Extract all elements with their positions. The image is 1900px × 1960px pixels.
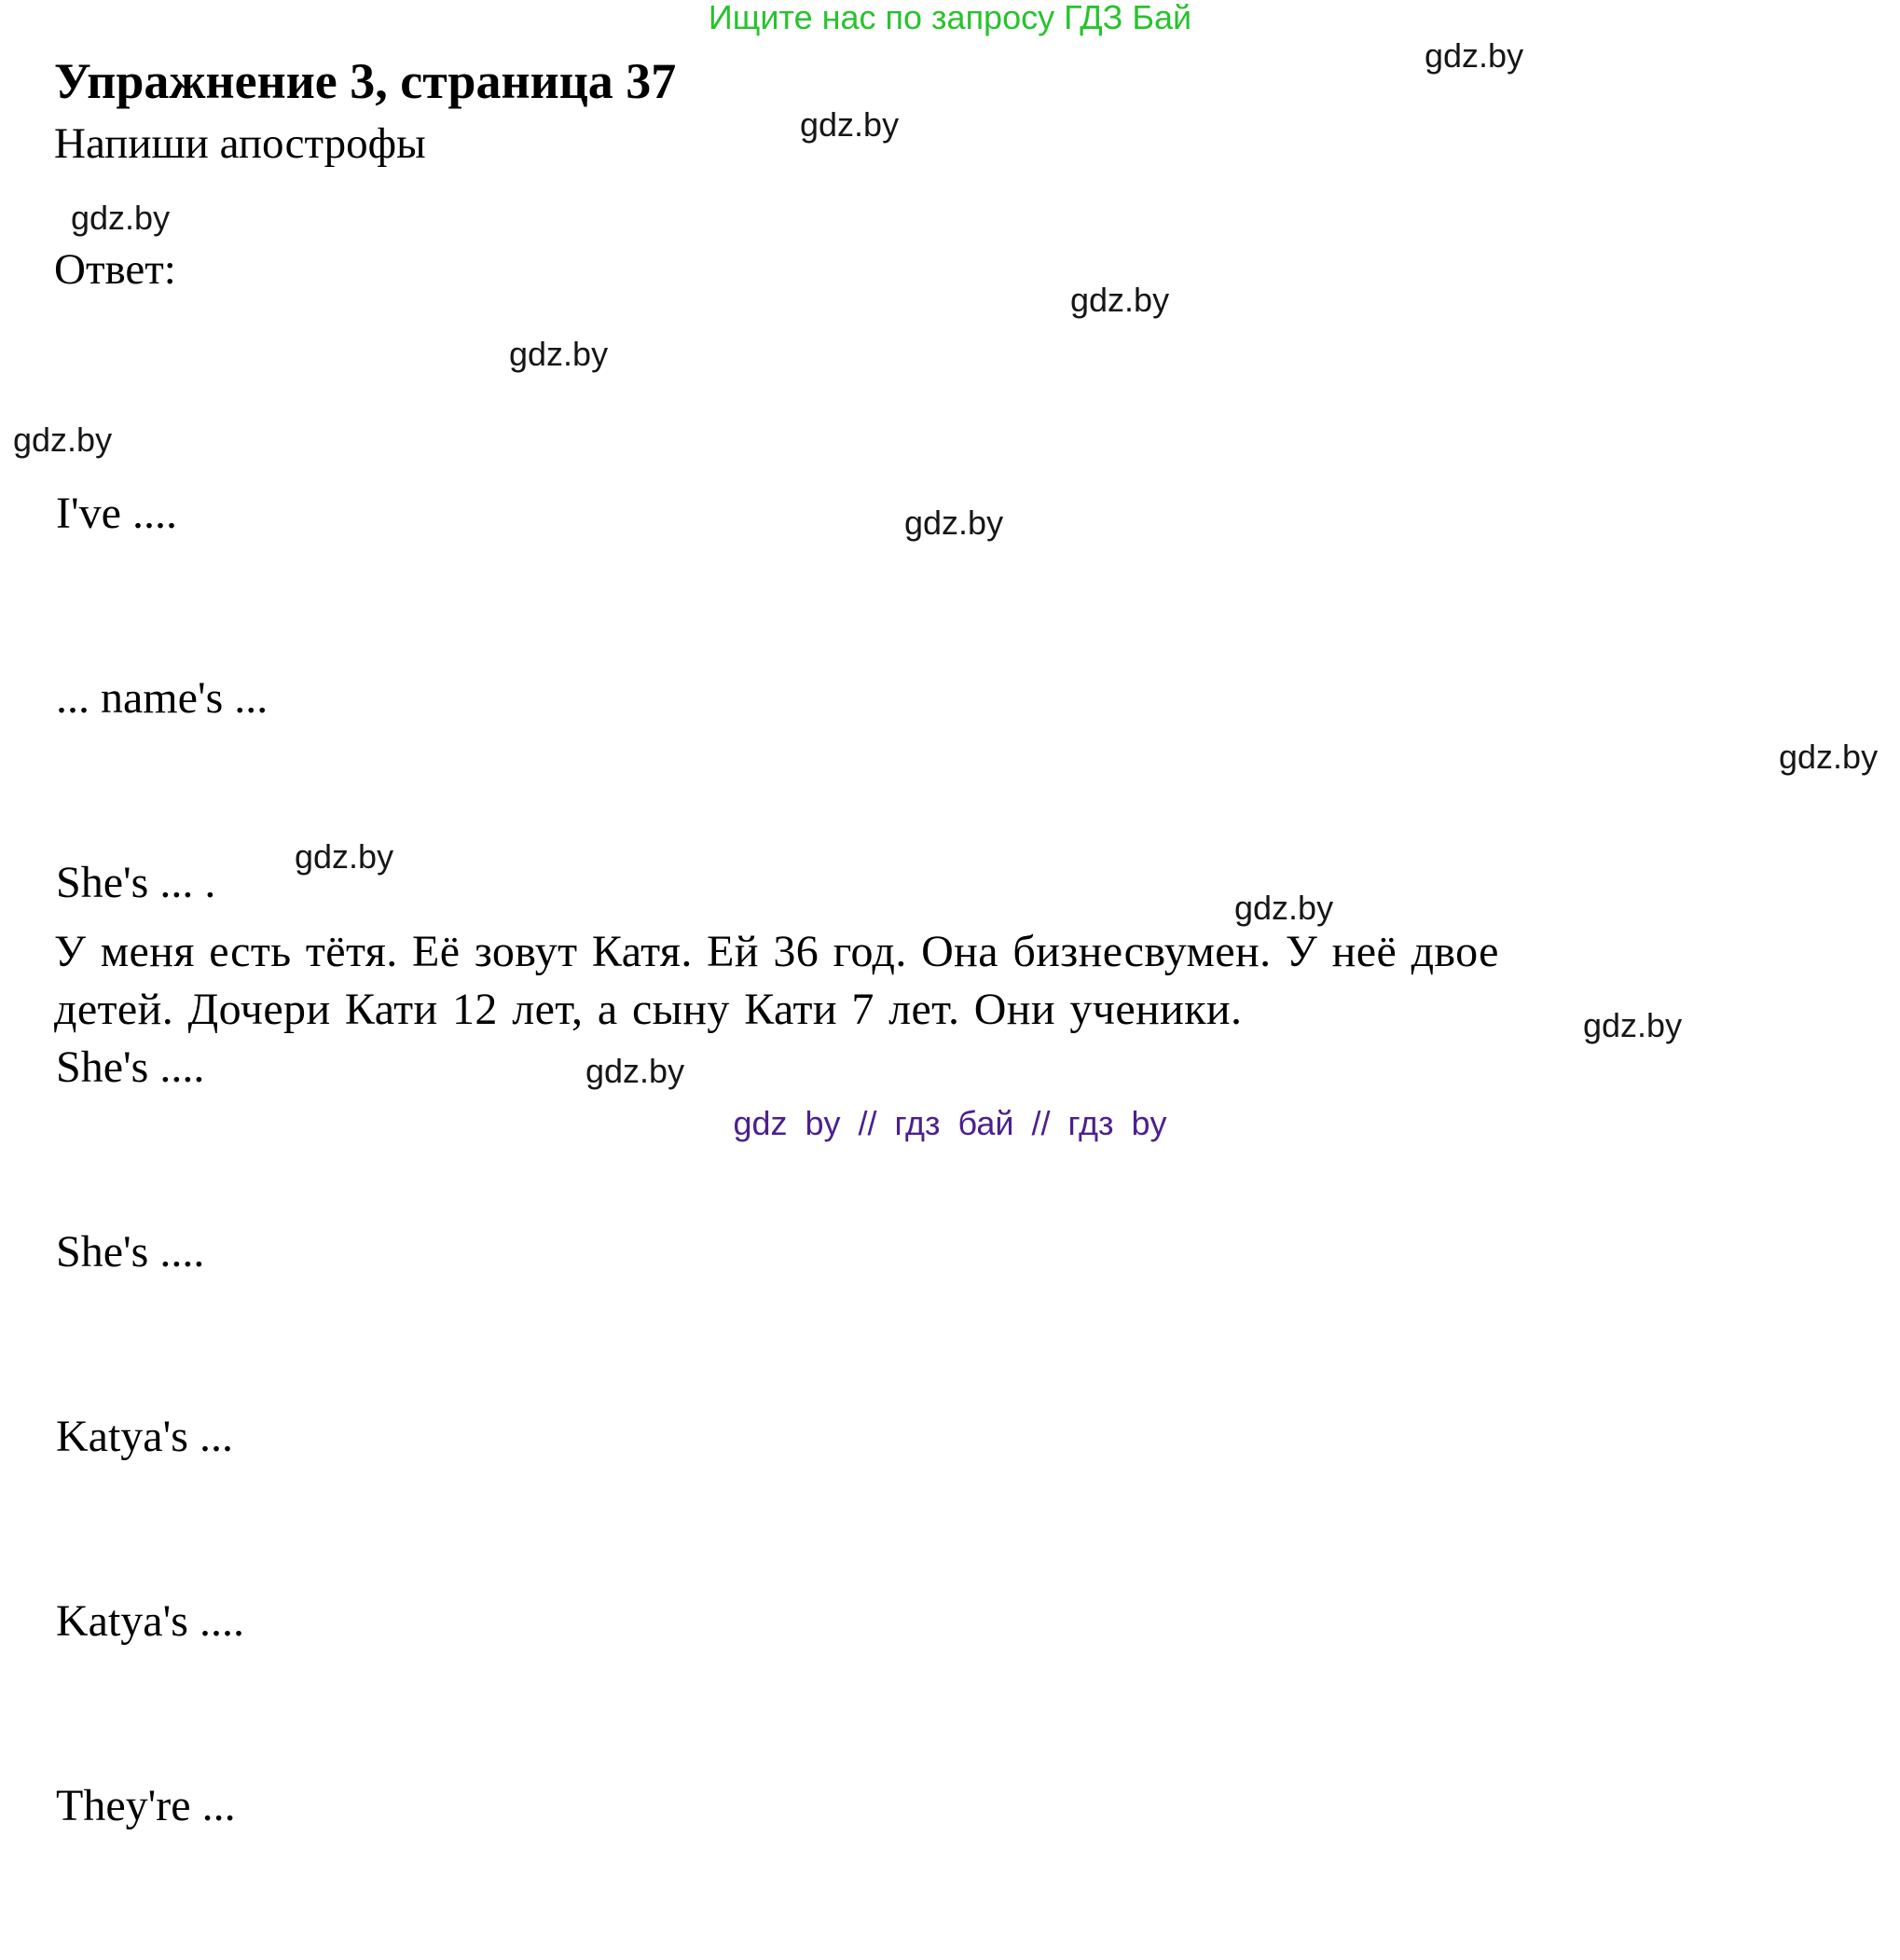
answer-line: She's ... . <box>56 858 216 907</box>
answer-line: She's .... <box>56 1042 205 1092</box>
answer-line: I've .... <box>56 489 177 538</box>
gdz-watermark: gdz.by <box>13 421 113 459</box>
translation-line-1: У меня есть тётя. Её зовут Катя. Ей 36 год. Она бизнесвумен. У неё двое <box>54 927 1499 976</box>
gdz-watermark: gdz.by <box>1779 738 1879 776</box>
gdz-watermark: gdz.by <box>509 335 609 373</box>
translation-line-2: детей. Дочери Кати 12 лет, а сыну Кати 7 лет. Они ученики. <box>54 985 1243 1034</box>
gdz-watermark: gdz.by <box>585 1052 685 1090</box>
page-title: Упражнение 3, страница 37 <box>54 53 677 109</box>
gdz-watermark: gdz.by <box>1583 1006 1683 1044</box>
answer-lines-list <box>56 360 268 1960</box>
answer-line: Katya's .... <box>56 1596 244 1646</box>
exercise-subtitle: Напиши апострофы <box>54 119 426 168</box>
answer-line: Katya's ... <box>56 1412 233 1461</box>
gdz-watermark: gdz.by <box>71 199 171 237</box>
gdz-watermark: gdz.by <box>1234 889 1334 927</box>
answer-line: They're ... <box>56 1781 236 1830</box>
gdz-watermark: gdz.by <box>1425 36 1524 75</box>
translation-paragraph <box>54 923 1499 1039</box>
answer-line: ... name's ... <box>56 673 268 723</box>
answer-label: Ответ: <box>54 245 176 294</box>
promo-banner-text: Ищите нас по запросу ГДЗ Бай <box>708 0 1192 36</box>
gdz-watermark: gdz.by <box>295 837 394 876</box>
gdz-watermark: gdz.by <box>800 105 900 144</box>
footer-search-queries: gdz by // гдз бай // гдз by <box>733 1104 1167 1142</box>
gdz-watermark: gdz.by <box>904 504 1004 542</box>
gdz-watermark: gdz.by <box>1070 281 1170 319</box>
answer-line: She's .... <box>56 1227 205 1277</box>
